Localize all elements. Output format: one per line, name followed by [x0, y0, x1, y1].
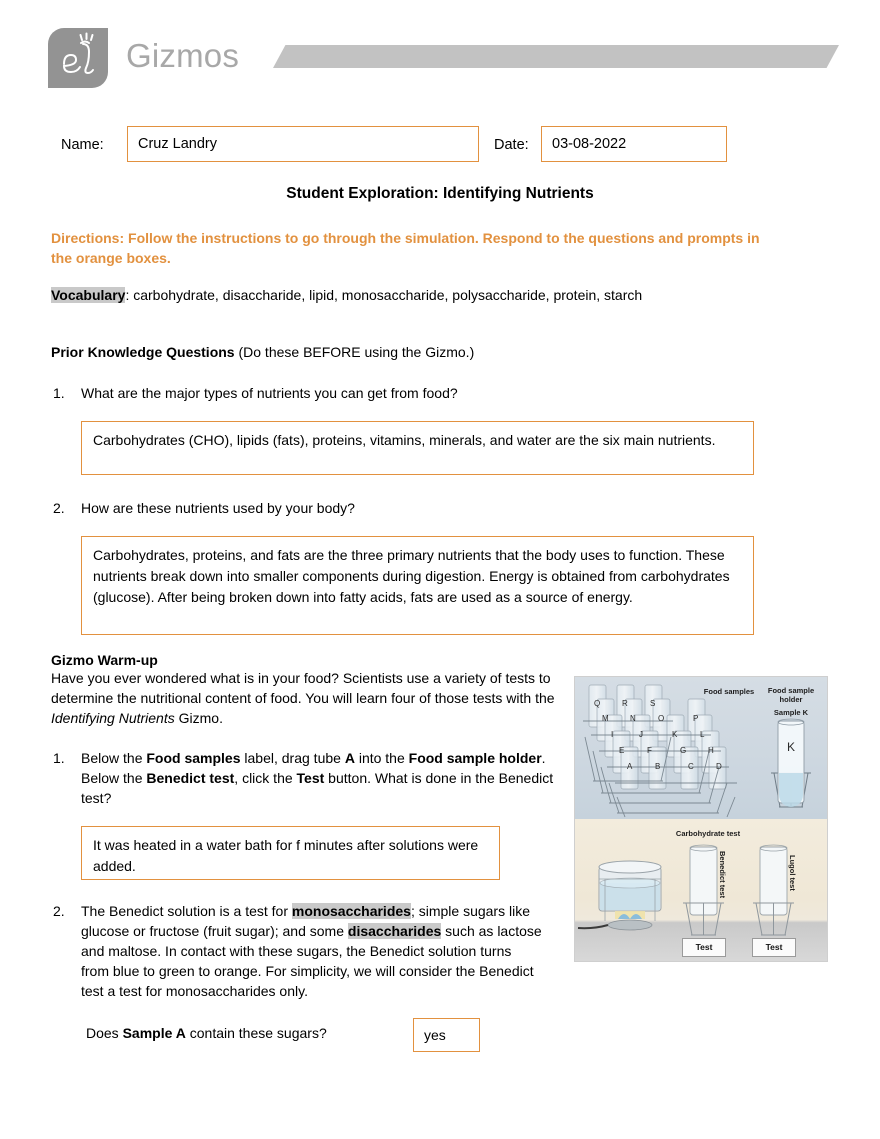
food-samples-label: Food samples [703, 687, 755, 696]
question-2-number: 2. [53, 500, 65, 516]
warm-up-paragraph [51, 668, 559, 728]
wq1-bold-test: Test [296, 770, 325, 786]
directions-tail: . [166, 250, 171, 266]
tube-label-C[interactable]: C [688, 762, 694, 771]
sub-question-post: contain these sugars? [185, 1025, 327, 1041]
gizmo-simulation-figure [574, 676, 828, 962]
benedict-test-label: Benedict test [718, 851, 727, 899]
sample-a-sub-question [86, 1025, 327, 1041]
tube-label-F[interactable]: F [647, 746, 652, 755]
tube-label-K[interactable]: K [672, 730, 678, 739]
tube-label-A[interactable]: A [627, 762, 633, 771]
tube-label-S[interactable]: S [650, 699, 656, 708]
header-banner [273, 45, 839, 68]
directions-lead: Directions: [51, 230, 125, 246]
carbohydrate-test-title: Carbohydrate test [675, 829, 741, 838]
prior-knowledge-heading-rest: (Do these BEFORE using the Gizmo.) [234, 344, 475, 360]
date-input[interactable]: 03-08-2022 [541, 126, 727, 162]
tube-label-B[interactable]: B [655, 762, 661, 771]
sub-question-pre: Does [86, 1025, 123, 1041]
vocabulary-line [51, 286, 791, 305]
food-sample-holder-label-line1: Food sample [767, 686, 815, 695]
wq1-bold-tube-a: A [344, 750, 355, 766]
question-2-text: How are these nutrients used by your body? [81, 500, 355, 516]
wq1-seg2: label, drag tube [240, 750, 345, 766]
tube-label-M[interactable]: M [602, 714, 609, 723]
vocabulary-terms: carbohydrate, disaccharide, lipid, monosaccharide, polysaccharide, protein, starch [129, 287, 643, 303]
food-sample-holder-label-line2: holder [779, 695, 803, 704]
vocabulary-colon: : [125, 287, 130, 303]
warm-up-paragraph-part1: Have you ever wondered what is in your food? Scientists use a variety of tests to determine the nutritional content of food. You will learn four of those tests with the [51, 670, 555, 706]
wq2-seg3: such as lactose and maltose. In contact with these sugars, the Benedict solution turns from blue to green to orange. For simplicity, we will consider the Benedict test a test for monosaccharides only. [81, 923, 542, 999]
question-2-answer-box[interactable]: Carbohydrates, proteins, and fats are the three primary nutrients that the body uses to function. These nutrients break down into smaller components during digestion. Energy is obtained from carbohydrates (glucose). After being broken down into fatty acids, fats are used as a source of energy. [81, 536, 754, 635]
figure-food-samples-panel [575, 677, 827, 819]
tube-label-H[interactable]: H [708, 746, 714, 755]
page-title: Student Exploration: Identifying Nutrients [286, 185, 594, 202]
tube-label-E[interactable]: E [619, 746, 625, 755]
directions-body: Follow the instructions to go through the simulation. Respond to the questions and prompts in the orange boxes [51, 230, 760, 266]
warm-up-question-1-number: 1. [53, 750, 65, 766]
wq1-seg4: . Below the [81, 750, 546, 786]
warm-up-paragraph-part2: Gizmo. [174, 710, 223, 726]
warm-up-question-1-text [81, 748, 558, 808]
warm-up-question-2-text [81, 901, 543, 1001]
holder-tube-label-K[interactable]: K [787, 740, 796, 754]
tube-label-R[interactable]: R [622, 699, 628, 708]
wq1-bold-food-samples: Food samples [146, 750, 241, 766]
wq2-seg2: ; simple sugars like glucose or fructose (fruit sugar); and some [81, 903, 530, 939]
sample-k-label: Sample K [773, 708, 809, 717]
name-label: Name: [61, 137, 104, 153]
prior-knowledge-heading-bold: Prior Knowledge Questions [51, 344, 235, 360]
vocabulary-label: Vocabulary [51, 287, 126, 303]
question-1-number: 1. [53, 385, 65, 401]
figure-carbohydrate-test-panel [575, 819, 827, 962]
tube-label-J[interactable]: J [639, 730, 643, 739]
tube-label-Q[interactable]: Q [594, 699, 601, 708]
tube-label-O[interactable]: O [658, 714, 665, 723]
tube-label-G[interactable]: G [680, 746, 687, 755]
brand-wordmark: Gizmos [126, 37, 240, 74]
lugol-test-button[interactable]: Test [752, 938, 796, 957]
tube-label-I[interactable]: I [611, 730, 614, 739]
question-1-text: What are the major types of nutrients you can get from food? [81, 385, 458, 401]
question-1-answer-box[interactable]: Carbohydrates (CHO), lipids (fats), proteins, vitamins, minerals, and water are the six main nutrients. [81, 421, 754, 475]
tube-label-L[interactable]: L [700, 730, 705, 739]
warm-up-heading: Gizmo Warm-up [51, 652, 158, 668]
wq2-term-disaccharides: disaccharides [347, 923, 442, 939]
date-label: Date: [494, 137, 529, 153]
prior-knowledge-heading [51, 344, 474, 360]
sample-a-answer-box[interactable]: yes [413, 1018, 480, 1052]
warm-up-question-1-answer-box[interactable]: It was heated in a water bath for f minutes after solutions were added. [81, 826, 500, 880]
wq2-seg1: The Benedict solution is a test for [81, 903, 292, 919]
tube-label-N[interactable]: N [630, 714, 636, 723]
wq1-seg3: into the [354, 750, 409, 766]
lugol-test-label: Lugol test [788, 855, 797, 891]
warm-up-question-2-number: 2. [53, 903, 65, 919]
tube-label-D[interactable]: D [716, 762, 722, 771]
page-header [48, 28, 848, 90]
sub-question-bold-sample-a: Sample A [122, 1025, 186, 1041]
wq1-bold-benedict: Benedict test [146, 770, 235, 786]
wq2-term-monosaccharides: monosaccharides [291, 903, 411, 919]
gizmos-el-logo-icon [48, 28, 108, 88]
benedict-test-button[interactable]: Test [682, 938, 726, 957]
gizmo-name-italic: Identifying Nutrients [51, 710, 175, 726]
tube-label-P[interactable]: P [693, 714, 699, 723]
wq1-seg1: Below the [81, 750, 147, 766]
wq1-seg5: , click the [234, 770, 297, 786]
wq1-seg6: button. What is done in the Benedict test? [81, 770, 554, 806]
directions-text [51, 228, 779, 268]
wq1-bold-holder: Food sample holder [408, 750, 542, 766]
name-date-row [57, 126, 827, 164]
name-input[interactable]: Cruz Landry [127, 126, 479, 162]
